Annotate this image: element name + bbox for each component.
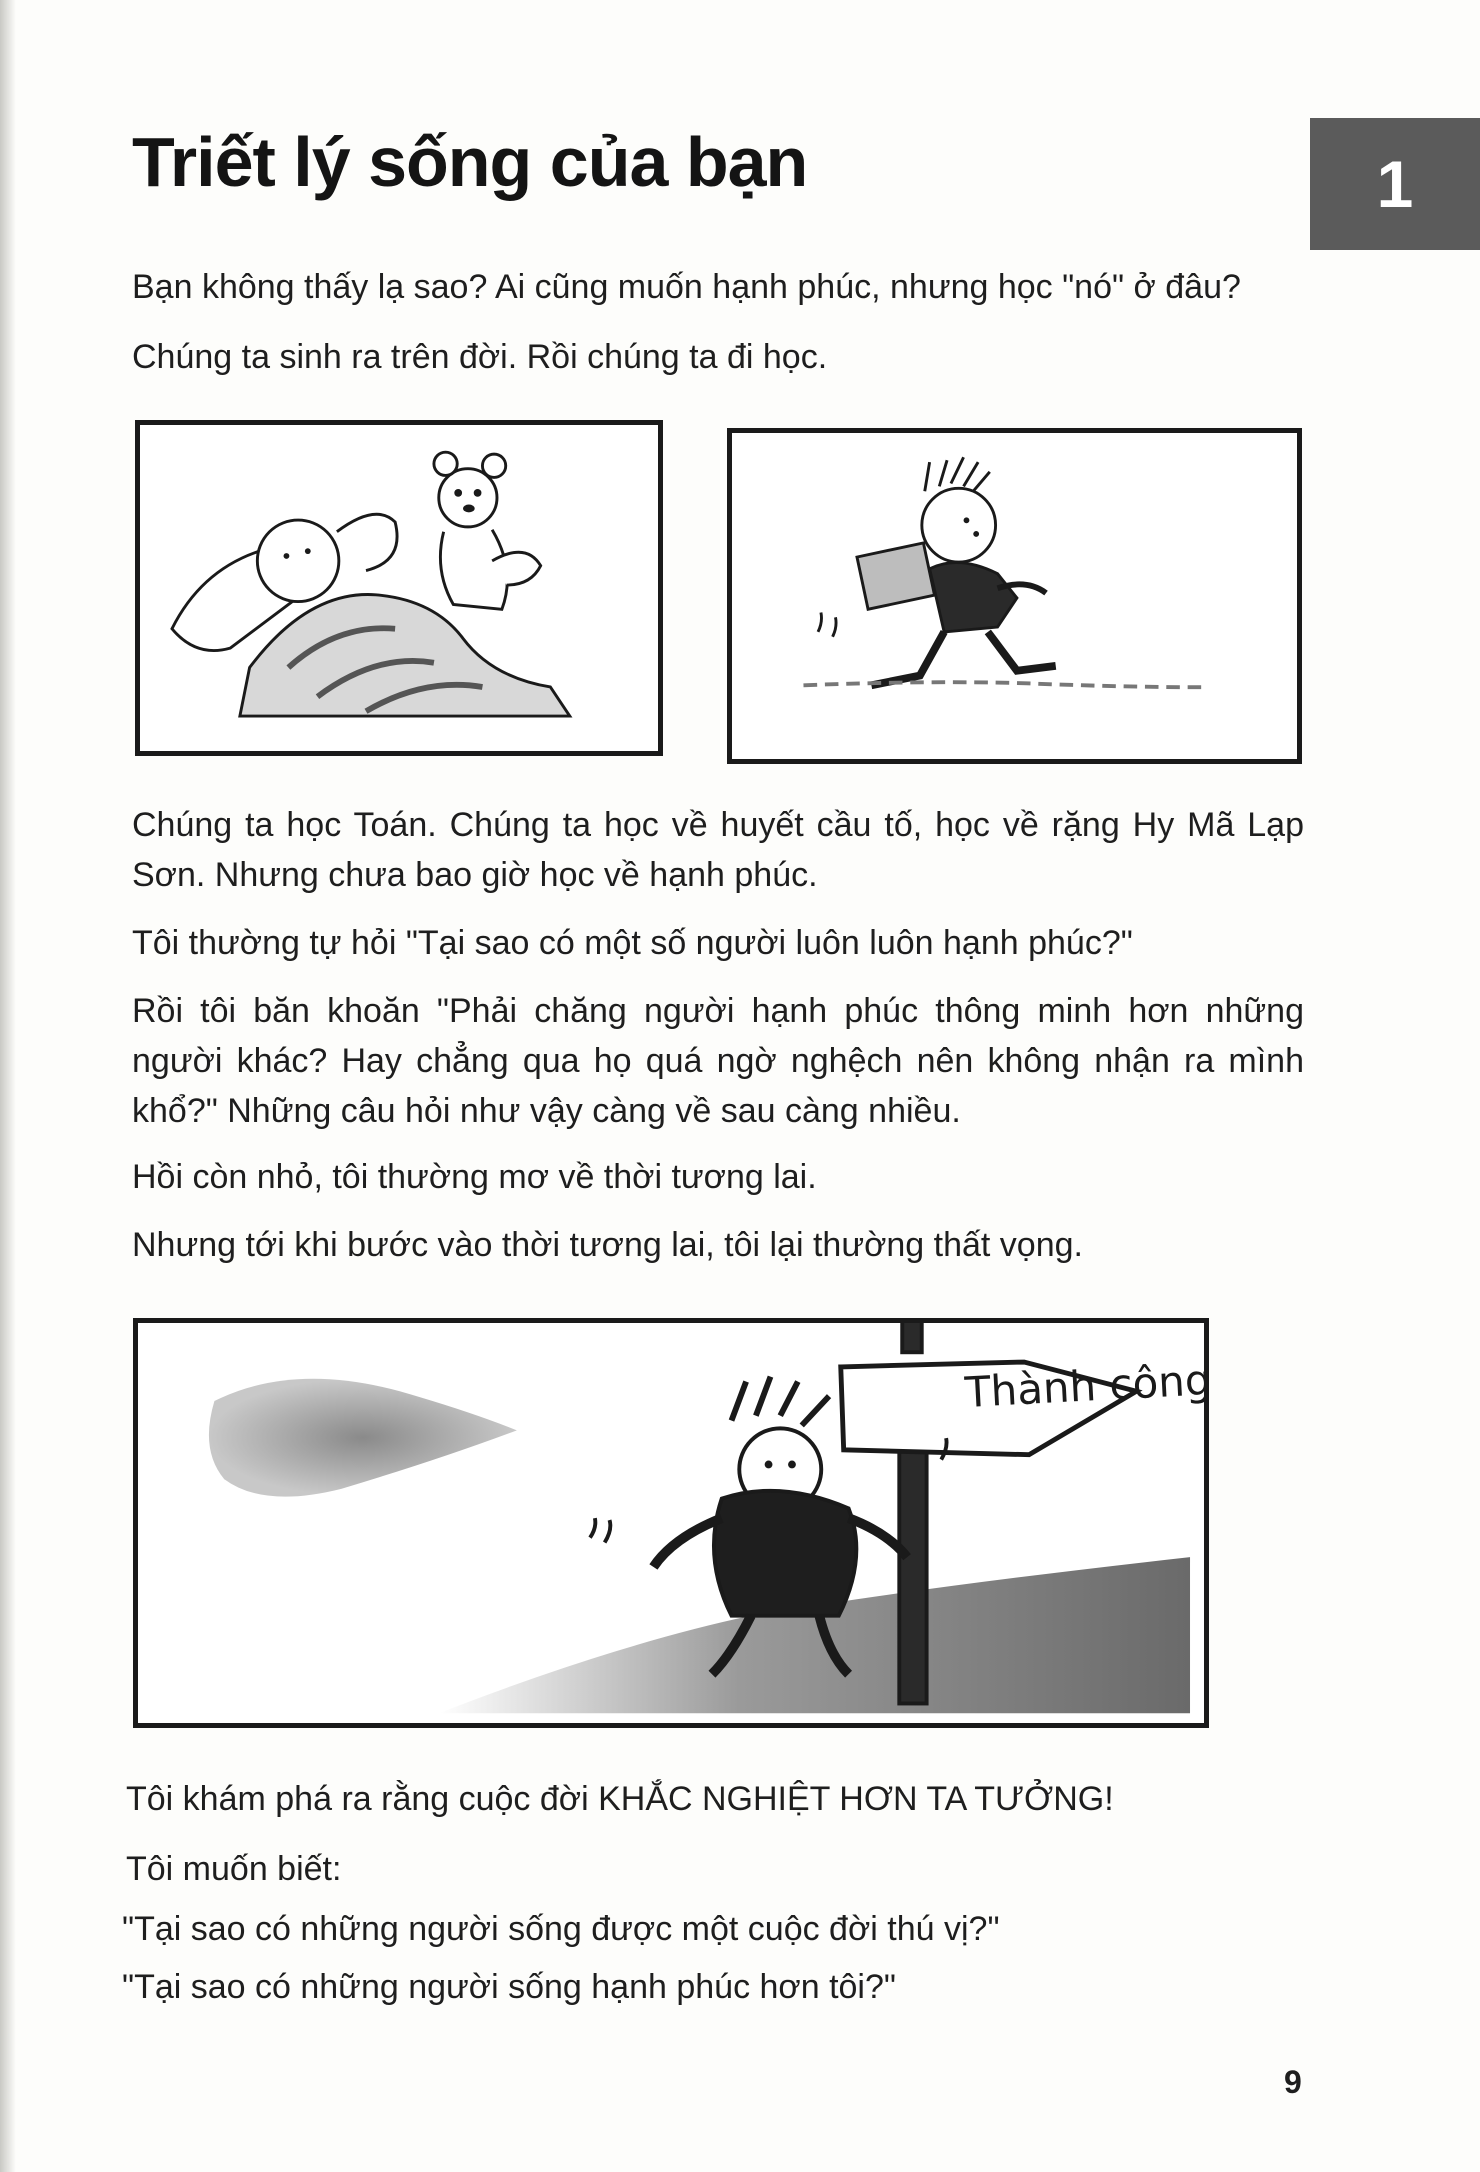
paragraph-7: Nhưng tới khi bước vào thời tương lai, tôi lại thường thất vọng. [132,1226,1083,1264]
illustration-baby-sleeping [135,420,663,756]
boy-walking-drawing [732,433,1297,759]
page-edge-shadow [0,0,16,2172]
paragraph-9: Tôi muốn biết: [126,1850,342,1888]
page-title: Triết lý sống của bạn [132,123,808,201]
paragraph-10: "Tại sao có những người sống được một cuộc đời thú vị?" [122,1910,1000,1948]
paragraph-11: "Tại sao có những người sống hạnh phúc hơn tôi?" [122,1968,896,2006]
illustration-boy-walking [727,428,1302,764]
chapter-tab [1310,118,1480,250]
paragraph-3: Chúng ta học Toán. Chúng ta học về huyết cầu tố, học về rặng Hy Mã Lạp Sơn. Nhưng chưa bao giờ học về hạnh phúc. [132,806,1304,894]
chapter-number: 1 [1376,147,1414,221]
paragraph-5: Rồi tôi băn khoăn "Phải chăng người hạnh phúc thông minh hơn những người khác? Hay chẳng qua họ quá ngờ nghệch nên không nhận ra mình khổ?" Những câu hỏi như vậy càng về sau càng nhiều. [132,992,1304,1130]
page-number: 9 [1284,2064,1302,2100]
paragraph-6: Hồi còn nhỏ, tôi thường mơ về thời tương lai. [132,1158,817,1196]
paragraph-2: Chúng ta sinh ra trên đời. Rồi chúng ta đi học. [132,338,828,376]
paragraph-8: Tôi khám phá ra rằng cuộc đời KHẮC NGHIỆT HƠN TA TƯỞNG! [126,1780,1114,1818]
paragraph-4: Tôi thường tự hỏi "Tại sao có một số người luôn luôn hạnh phúc?" [132,924,1133,962]
success-sign-label: Thành công [963,1355,1213,1417]
paragraph-1: Bạn không thấy lạ sao? Ai cũng muốn hạnh phúc, nhưng học "nó" ở đâu? [132,268,1241,306]
baby-sleeping-drawing [140,425,658,751]
